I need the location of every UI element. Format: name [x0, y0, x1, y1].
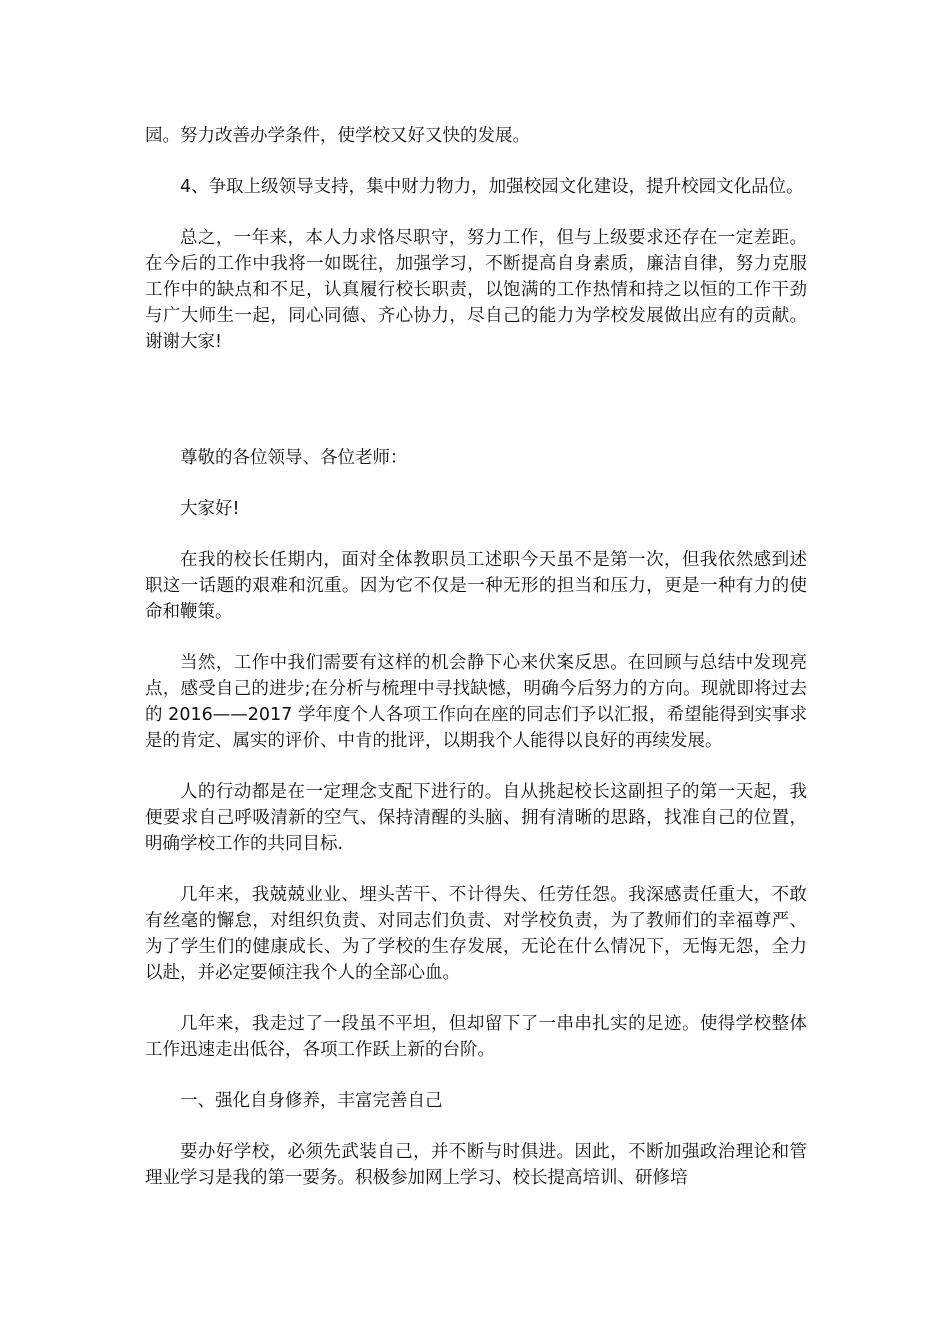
paragraph-reflection: 当然，工作中我们需要有这样的机会静下心来伏案反思。在回顾与总结中发现亮点，感受自己的进步;在分析与梳理中寻找缺憾，明确今后努力的方向。现就即将过去的 2016——2017 学年度个人各项工作向在座的同志们予以汇报，希望能得到实事求是的肯定、属实的评价、中肯的批评，以期我个人能得以良好的再续发展。 [145, 653, 807, 751]
document-body [145, 123, 807, 1216]
section-heading: 一、强化自身修养，丰富完善自己 [180, 1091, 443, 1111]
salutation: 尊敬的各位领导、各位老师： [180, 448, 408, 468]
section-break [145, 380, 807, 445]
paragraph-dedication: 几年来，我兢兢业业、埋头苦干、不计得失、任劳任怨。我深感责任重大，不敢有丝毫的懈怠，对组织负责、对同志们负责、对学校负责，为了教师们的幸福尊严、为了学生们的健康成长、为了学校的生存发展，无论在什么情况下，无悔无怨，全力以赴，并必定要倾注我个人的全部心血。 [145, 885, 807, 983]
paragraph-philosophy: 人的行动都是在一定理念支配下进行的。自从挑起校长这副担子的第一天起，我便要求自己呼吸清新的空气、保持清醒的头脑、拥有清晰的思路，找准自己的位置，明确学校工作的共同目标. [145, 782, 807, 854]
paragraph-item-4: 4、争取上级领导支持，集中财力物力，加强校园文化建设，提升校园文化品位。 [180, 177, 804, 197]
paragraph-continuation: 园。努力改善办学条件，使学校又好又快的发展。 [145, 126, 530, 146]
paragraph-study: 要办好学校，必须先武装自己，并不断与时俱进。因此，不断加强政治理论和管理业学习是我的第一要务。积极参加网上学习、校长提高培训、研修培 [145, 1142, 807, 1188]
paragraph-intro: 在我的校长任期内，面对全体教职员工述职今天虽不是第一次，但我依然感到述职这一话题的艰难和沉重。因为它不仅是一种无形的担当和压力，更是一种有力的使命和鞭策。 [145, 550, 807, 622]
paragraph-progress: 几年来，我走过了一段虽不平坦，但却留下了一串串扎实的足迹。使得学校整体工作迅速走出低谷，各项工作跃上新的台阶。 [145, 1014, 807, 1060]
greeting: 大家好! [180, 499, 240, 519]
paragraph-summary: 总之，一年来，本人力求恪尽职守，努力工作，但与上级要求还存在一定差距。在今后的工作中我将一如既往，加强学习，不断提高自身素质，廉洁自律，努力克服工作中的缺点和不足，认真履行校长职责，以饱满的工作热情和持之以恒的工作干劲与广大师生一起，同心同德、齐心协力，尽自己的能力为学校发展做出应有的贡献。谢谢大家! [145, 228, 807, 352]
